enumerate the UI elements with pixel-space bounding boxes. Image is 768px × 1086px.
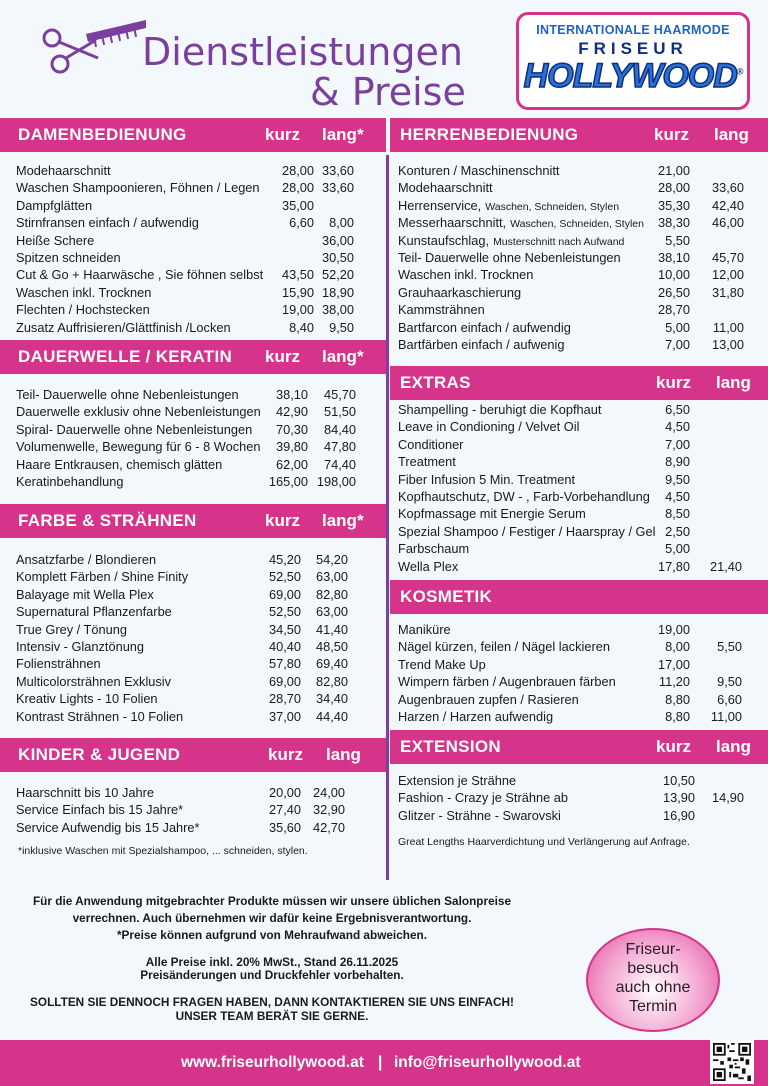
price-kurz: 2,50 [665, 523, 690, 539]
price-kurz: 28,00 [281, 180, 314, 196]
price-lang: 38,00 [321, 302, 354, 318]
price-row [16, 690, 376, 707]
price-kurz: 62,00 [275, 456, 308, 472]
service-name: Nägel kürzen, feilen / Nägel lackieren [398, 639, 610, 655]
service-detail: Musterschnitt nach Aufwand [493, 235, 625, 248]
price-kurz: 4,50 [665, 488, 690, 504]
price-kurz: 10,00 [657, 267, 690, 283]
price-kurz: 5,00 [665, 541, 690, 557]
info-line7: UNSER TEAM BERÄT SIE GERNE. [175, 1009, 369, 1023]
price-kurz: 39,80 [275, 439, 308, 455]
service-name: Spiral- Dauerwelle ohne Nebenleistungen [16, 421, 253, 437]
price-row [398, 708, 760, 725]
price-lang: 31,80 [711, 284, 744, 300]
price-row [16, 249, 376, 266]
price-kurz: 40,40 [268, 638, 301, 654]
section-header-dauerwelle: DAUERWELLE / KERATIN kurz lang* [0, 340, 386, 374]
price-lang: 45,70 [323, 387, 356, 402]
price-row [16, 386, 376, 403]
service-name: Spitzen schneiden [16, 249, 121, 265]
service-name: Heiße Schere [16, 232, 95, 248]
footer-separator: | [378, 1054, 383, 1071]
price-lang: 84,40 [323, 421, 356, 437]
service-name: Harzen / Harzen aufwendig [398, 708, 554, 724]
qr-code-icon[interactable] [710, 1040, 754, 1084]
price-row [16, 801, 376, 818]
price-lang: 8,00 [329, 215, 354, 231]
price-row [16, 708, 376, 725]
price-row [398, 673, 760, 690]
price-lang: 82,80 [315, 586, 348, 602]
price-row [398, 418, 760, 435]
price-lang: 32,90 [312, 802, 345, 818]
price-lang: 9,50 [329, 319, 354, 335]
service-name: Grauhaarkaschierung [398, 284, 522, 300]
price-lang: 63,00 [315, 569, 348, 585]
price-row [398, 453, 760, 470]
service-name: Wimpern färben / Augenbrauen färben [398, 674, 616, 690]
price-lang: 54,20 [315, 552, 348, 567]
service-name: Glitzer - Strähne - Swarovski [398, 807, 561, 823]
service-name: Keratinbehandlung [16, 473, 124, 489]
price-kurz: 52,50 [268, 569, 301, 585]
price-kurz: 15,90 [281, 284, 314, 300]
price-lang: 13,00 [711, 336, 744, 352]
service-name: Modehaarschnitt [398, 180, 493, 196]
price-lang: 63,00 [315, 604, 348, 620]
service-name: Balayage mit Wella Plex [16, 586, 154, 602]
price-lang: 41,40 [315, 621, 348, 637]
price-row [16, 551, 376, 568]
price-row [398, 638, 760, 655]
price-row [398, 401, 760, 418]
price-row [16, 162, 376, 179]
service-name: True Grey / Tönung [16, 621, 127, 637]
price-lang: 47,80 [323, 439, 356, 455]
service-name: Trend Make Up [398, 656, 486, 672]
price-row [398, 336, 760, 353]
service-name: Supernatural Pflanzenfarbe [16, 604, 172, 620]
service-name: Leave in Condioning / Velvet Oil [398, 419, 580, 435]
service-name: Kopfhautschutz, DW - , Farb-Vorbehandlung [398, 488, 650, 504]
info-line6: SOLLTEN SIE DENNOCH FRAGEN HABEN, DANN KONTAKTIEREN SIE UNS EINFACH! [30, 995, 514, 1009]
service-name: Kunstaufschlag, [398, 232, 490, 248]
service-name: Intensiv - Glanztönung [16, 638, 145, 654]
price-kurz: 8,00 [665, 639, 690, 655]
price-kurz: 8,40 [289, 319, 314, 335]
price-row [16, 655, 376, 672]
section-header-damen: DAMENBEDIENUNG kurz lang* [0, 118, 386, 152]
price-row [16, 438, 376, 455]
service-name: Flechten / Hochstecken [16, 302, 150, 318]
price-kurz: 10,50 [662, 773, 695, 788]
service-name: Waschen Shampoonieren, Föhnen / Legen [16, 180, 260, 196]
service-name: Haarschnitt bis 10 Jahre [16, 785, 154, 800]
price-row [398, 789, 760, 806]
service-name: Wella Plex [398, 558, 459, 574]
price-kurz: 5,50 [665, 232, 690, 248]
price-kurz: 8,50 [665, 506, 690, 522]
price-row [16, 301, 376, 318]
service-name: Modehaarschnitt [16, 163, 111, 178]
service-name: Maniküre [398, 622, 451, 637]
price-kurz: 165,00 [268, 473, 308, 489]
price-row [16, 673, 376, 690]
price-kurz: 35,00 [281, 197, 314, 213]
price-kurz: 17,00 [657, 656, 690, 672]
price-lang: 6,60 [717, 691, 742, 707]
price-lang: 52,20 [321, 267, 354, 283]
price-kurz: 11,20 [658, 674, 690, 690]
extension-note: Great Lengths Haarverdichtung und Verlängerung auf Anfrage. [398, 836, 690, 848]
service-name: Kopfmassage mit Energie Serum [398, 506, 586, 522]
price-lang: 198,00 [316, 473, 356, 489]
price-kurz: 52,50 [268, 604, 301, 620]
footer-bar [0, 1040, 768, 1086]
price-row [16, 421, 376, 438]
price-lang: 30,50 [321, 249, 354, 265]
price-kurz: 28,70 [657, 302, 690, 318]
service-name: Service Einfach bis 15 Jahre* [16, 802, 184, 818]
price-kurz: 13,90 [662, 790, 695, 806]
column-divider [386, 155, 389, 880]
logo [516, 12, 750, 110]
price-row [16, 638, 376, 655]
price-kurz: 35,30 [657, 197, 690, 213]
price-kurz: 69,00 [268, 586, 301, 602]
price-kurz: 70,30 [275, 421, 308, 437]
service-name: Zusatz Auffrisieren/Glättfinish /Locken [16, 319, 231, 335]
service-name: Spezial Shampoo / Festiger / Haarspray / Gel [398, 523, 656, 539]
price-kurz: 17,80 [657, 558, 690, 574]
service-name: Waschen inkl. Trocknen [398, 267, 534, 283]
price-kurz: 19,00 [657, 622, 690, 637]
service-name: Foliensträhnen [16, 656, 101, 672]
price-row [16, 586, 376, 603]
price-row [398, 540, 760, 557]
service-name: Komplett Färben / Shine Finity [16, 569, 189, 585]
herren-list [398, 162, 760, 353]
price-kurz: 27,40 [268, 802, 301, 818]
price-lang: 12,00 [711, 267, 744, 283]
price-lang: 74,40 [323, 456, 356, 472]
service-name: Treatment [398, 454, 456, 470]
price-kurz: 35,60 [268, 819, 301, 835]
price-kurz: 19,00 [281, 302, 314, 318]
price-row [398, 301, 760, 318]
info-line4: Alle Preise inkl. 20% MwSt., Stand 26.11.2025 [145, 955, 399, 969]
price-kurz: 8,80 [665, 708, 690, 724]
service-name: Haare Entkrausen, chemisch glätten [16, 456, 223, 472]
price-lang: 34,40 [315, 691, 348, 707]
info-line2: verrechnen. Auch übernehmen wir dafür keine Ergebnisverantwortung. [72, 911, 472, 925]
price-lang: 11,00 [710, 708, 742, 724]
price-row [398, 621, 760, 638]
price-lang: 9,50 [717, 674, 742, 690]
price-row [16, 819, 376, 836]
price-kurz: 57,80 [268, 656, 301, 672]
service-name: Cut & Go + Haarwäsche , Sie föhnen selbst [16, 267, 264, 283]
price-row [398, 214, 760, 231]
service-name: Dauerwelle exklusiv ohne Nebenleistungen [16, 404, 261, 420]
walk-in-badge: Friseur- besuch auch ohne Termin [586, 928, 720, 1032]
service-name: Kreativ Lights - 10 Folien [16, 691, 158, 707]
price-row [16, 603, 376, 620]
price-row [398, 523, 760, 540]
section-header-extras: EXTRAS kurz lang [390, 366, 768, 400]
price-row [16, 473, 376, 490]
service-name: Kammsträhnen [398, 302, 485, 318]
price-row [16, 232, 376, 249]
service-name: Bartfarcon einfach / aufwendig [398, 319, 571, 335]
service-name: Teil- Dauerwelle ohne Nebenleistungen [16, 387, 239, 402]
service-name: Teil- Dauerwelle ohne Nebenleistungen [398, 249, 621, 265]
price-kurz: 7,00 [665, 336, 690, 352]
price-kurz: 4,50 [665, 419, 690, 435]
price-row [16, 621, 376, 638]
section-header-herren: HERRENBEDIENUNG kurz lang [390, 118, 768, 152]
service-name: Fashion - Crazy je Strähne ab [398, 790, 568, 806]
price-row [16, 284, 376, 301]
farbe-list [16, 551, 376, 725]
price-lang: 42,40 [711, 197, 744, 213]
section-header-kosmetik: KOSMETIK [390, 580, 768, 614]
price-row [16, 784, 376, 801]
price-kurz: 28,70 [268, 691, 301, 707]
price-lang: 44,40 [315, 708, 348, 724]
service-name: Augenbrauen zupfen / Rasieren [398, 691, 579, 707]
service-name: Fiber Infusion 5 Min. Treatment [398, 471, 576, 487]
price-row [16, 568, 376, 585]
price-kurz: 7,00 [665, 436, 690, 452]
price-row [398, 488, 760, 505]
price-lang: 14,90 [711, 790, 744, 806]
price-row [398, 772, 760, 789]
info-line1: Für die Anwendung mitgebrachter Produkte müssen wir unsere üblichen Salonpreise [32, 894, 512, 908]
service-detail: Waschen, Schneiden, Stylen [485, 200, 620, 213]
price-kurz: 69,00 [268, 673, 301, 689]
price-row [398, 807, 760, 824]
price-kurz: 21,00 [657, 163, 690, 178]
price-row [398, 179, 760, 196]
price-row [16, 214, 376, 231]
price-lang: 36,00 [321, 232, 354, 248]
extras-list [398, 401, 760, 575]
service-name: Volumenwelle, Bewegung für 6 - 8 Wochen [16, 439, 261, 455]
price-row [398, 656, 760, 673]
service-name: Service Aufwendig bis 15 Jahre* [16, 819, 200, 835]
price-kurz: 45,20 [268, 552, 301, 567]
price-kurz: 28,00 [281, 163, 314, 178]
price-row [16, 197, 376, 214]
extension-list [398, 772, 760, 824]
price-row [398, 505, 760, 522]
price-kurz: 9,50 [665, 471, 690, 487]
price-kurz: 5,00 [665, 319, 690, 335]
service-name: Dampfglätten [16, 197, 93, 213]
price-lang: 21,40 [709, 558, 742, 574]
price-lang: 45,70 [711, 249, 744, 265]
price-lang: 51,50 [323, 404, 356, 420]
email-link[interactable]: info@friseurhollywood.at [394, 1054, 581, 1071]
price-kurz: 6,60 [289, 215, 314, 231]
price-row [398, 249, 760, 266]
website-link[interactable]: www.friseurhollywood.at [181, 1054, 364, 1071]
price-lang: 24,00 [312, 785, 345, 800]
service-name: Messerhaarschnitt, [398, 215, 507, 231]
logo-line2: FRISEUR [578, 39, 688, 58]
price-kurz: 38,30 [657, 215, 690, 231]
price-lang: 18,90 [321, 284, 354, 300]
price-row [398, 471, 760, 488]
price-lang: 48,50 [315, 638, 348, 654]
price-lang: 5,50 [717, 639, 742, 655]
price-row [398, 319, 760, 336]
service-name: Shampelling - beruhigt die Kopfhaut [398, 402, 602, 417]
scissors-comb-icon [38, 20, 148, 80]
service-name: Konturen / Maschinenschnitt [398, 163, 560, 178]
price-kurz: 43,50 [281, 267, 314, 283]
price-row [398, 162, 760, 179]
section-header-extension: EXTENSION kurz lang [390, 730, 768, 764]
service-name: Ansatzfarbe / Blondieren [16, 552, 157, 567]
price-kurz: 8,80 [665, 691, 690, 707]
kinder-note: *inklusive Waschen mit Spezialshampoo, ... schneiden, stylen. [18, 845, 308, 857]
service-name: Conditioner [398, 436, 464, 452]
logo-line3: HOLLYWOOD® [523, 57, 743, 95]
price-kurz: 38,10 [275, 387, 308, 402]
price-kurz: 37,00 [268, 708, 301, 724]
price-kurz: 42,90 [275, 404, 308, 420]
price-lang: 46,00 [711, 215, 744, 231]
price-lang: 82,80 [315, 673, 348, 689]
service-detail: Waschen, Schneiden, Stylen [510, 218, 644, 231]
price-lang: 33,60 [321, 163, 354, 178]
info-line5: Preisänderungen und Druckfehler vorbehalten. [140, 968, 404, 982]
price-lang: 11,00 [712, 319, 744, 335]
service-name: Herrenservice, [398, 197, 482, 213]
service-name: Bartfärben einfach / aufwenig [398, 336, 565, 352]
price-kurz: 34,50 [268, 621, 301, 637]
section-header-farbe: FARBE & STRÄHNEN kurz lang* [0, 504, 386, 538]
service-name: Farbschaum [398, 541, 470, 557]
price-kurz: 38,10 [657, 249, 690, 265]
price-kurz: 6,50 [665, 402, 690, 417]
price-row [16, 319, 376, 336]
info-line3: *Preise können aufgrund von Mehraufwand abweichen. [116, 928, 428, 942]
price-kurz: 26,50 [657, 284, 690, 300]
info-text [0, 893, 544, 1025]
price-row [398, 197, 760, 214]
service-name: Kontrast Strähnen - 10 Folien [16, 708, 184, 724]
service-name: Waschen inkl. Trocknen [16, 284, 152, 300]
price-kurz: 20,00 [268, 785, 301, 800]
damen-list [16, 162, 376, 336]
price-row [398, 266, 760, 283]
service-name: Stirnfransen einfach / aufwendig [16, 215, 199, 231]
price-row [16, 266, 376, 283]
price-row [16, 456, 376, 473]
section-header-kinder: KINDER & JUGEND kurz lang [0, 738, 386, 772]
dauerwelle-list [16, 386, 376, 490]
price-lang: 69,40 [315, 656, 348, 672]
price-row [398, 232, 760, 249]
kinder-list [16, 784, 376, 836]
logo-line1: INTERNATIONALE HAARMODE [536, 23, 730, 37]
kosmetik-list [398, 621, 760, 725]
price-row [16, 403, 376, 420]
price-row [398, 558, 760, 575]
price-lang: 33,60 [711, 180, 744, 196]
price-kurz: 8,90 [665, 454, 690, 470]
service-name: Extension je Strähne [398, 773, 517, 788]
price-kurz: 16,90 [662, 807, 695, 823]
page-title-line1: Dienstleistungen [142, 30, 463, 74]
price-row [398, 284, 760, 301]
price-row [16, 179, 376, 196]
page-title-line2: & Preise [310, 70, 466, 114]
price-lang: 42,70 [312, 819, 345, 835]
price-kurz: 28,00 [657, 180, 690, 196]
price-lang: 33,60 [321, 180, 354, 196]
price-row [398, 436, 760, 453]
price-row [398, 691, 760, 708]
service-name: Multicolorsträhnen Exklusiv [16, 673, 172, 689]
